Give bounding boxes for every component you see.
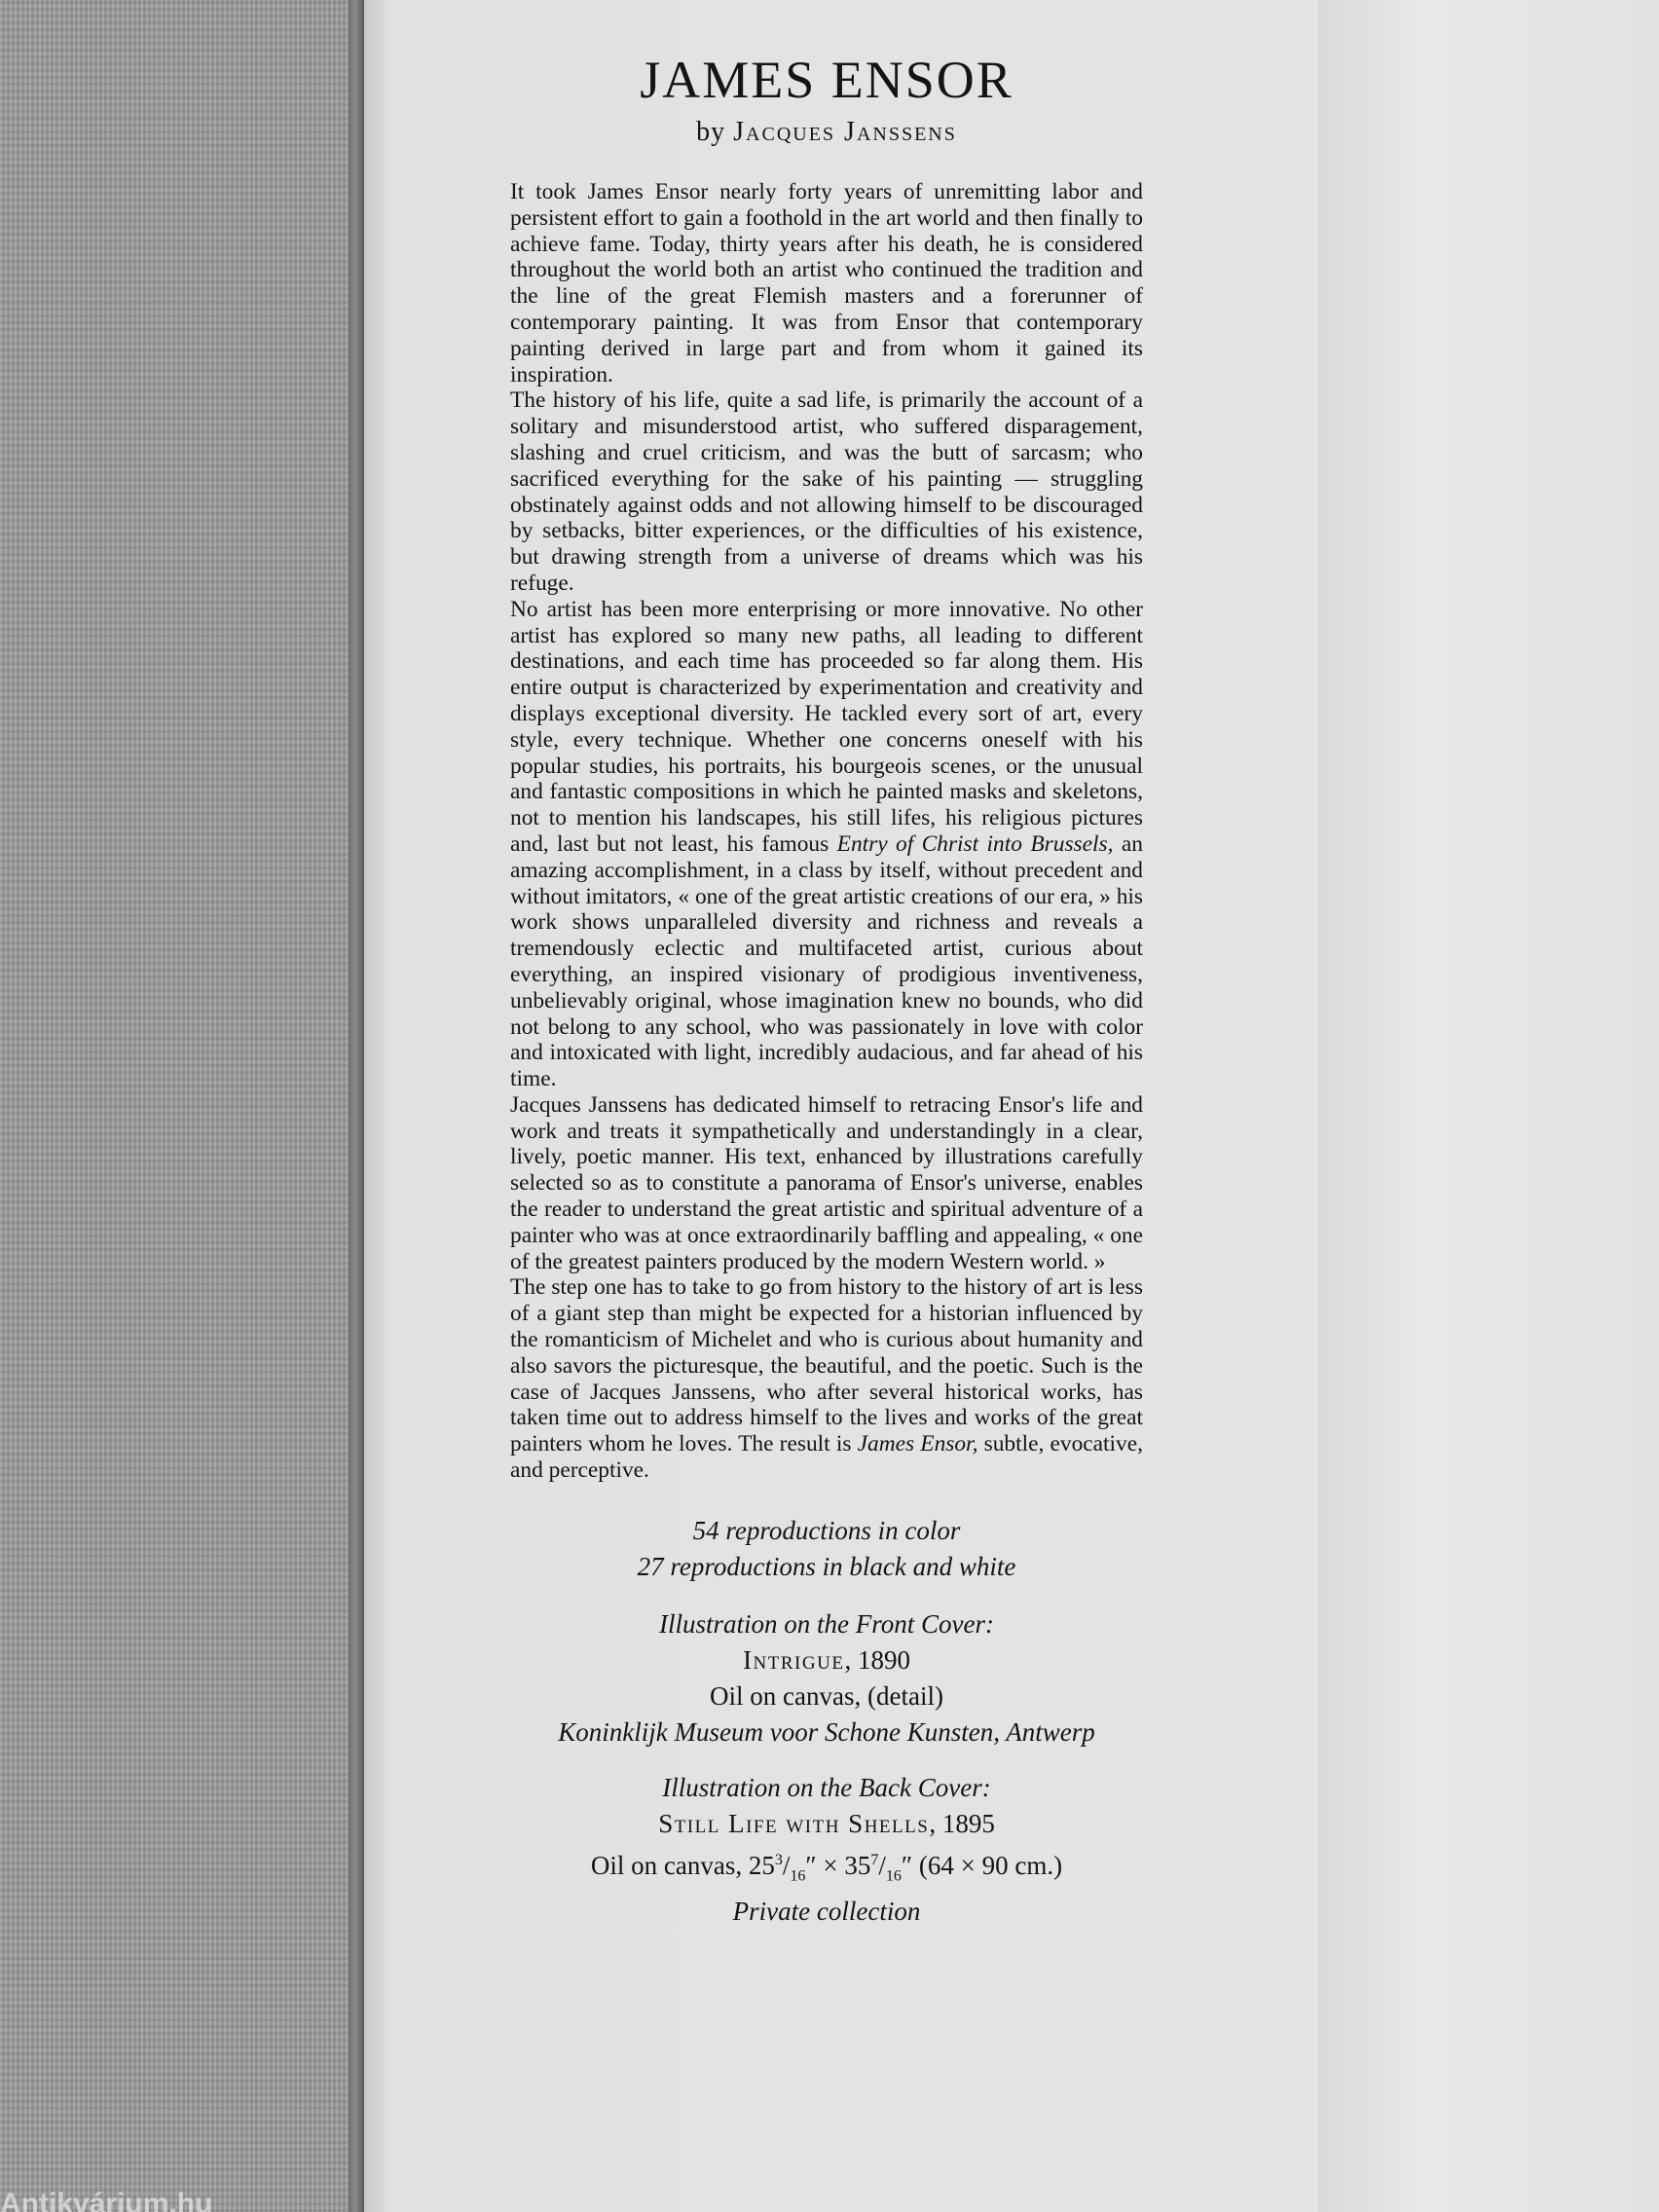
color-reproductions: 54 reproductions in color: [692, 1515, 961, 1545]
front-cover-medium: Oil on canvas, (detail): [710, 1680, 943, 1711]
front-cover-work-title: Intrigue: [743, 1644, 845, 1675]
byline: [510, 115, 1143, 150]
byline-prefix: by: [696, 117, 726, 147]
bw-reproductions: 27 reproductions in black and white: [637, 1551, 1016, 1581]
watermark: Antikvárium.hu: [0, 2188, 213, 2212]
paragraph-3: [510, 597, 1143, 1092]
front-cover-heading: Illustration on the Front Cover:: [659, 1608, 994, 1639]
paragraph-3-text-a: No artist has been more enterprising or more innovative. No other artist has explored so many new paths, all leading to different destinations, and each time has proceeded so far along them. His entire output is characterized by experimentation and creativity and displays exceptional diversity. He tackled every sort of art, every style, every technique. Whether one concerns oneself with his popular studies, his portraits, his bourgeois scenes, or the unusual and fantastic compositions in which he painted masks and skeletons, not to mention his landscapes, his still lifes, his religious pictures and, last but not least, his famous: [510, 596, 1143, 857]
paragraph-5: [510, 1274, 1143, 1483]
back-cover-size-cm: (64 × 90 cm.): [918, 1850, 1063, 1880]
paragraph-5-italic-title: James Ensor,: [857, 1431, 978, 1457]
paragraph-4-text: Jacques Janssens has dedicated himself to retracing Ensor's life and work and treats it sympathetically and understandingly in a clear, lively, poetic manner. His text, enhanced by illustrations carefully selected so as to constitute a panorama of Ensor's universe, enables the reader to understand the great artistic and spiritual adventure of a painter who was at once extraordinarily baffling and appealing, « one of the greatest painters produced by the modern Western world. »: [510, 1091, 1143, 1274]
back-cover-medium-prefix: Oil on canvas,: [590, 1850, 743, 1880]
author-name: Jacques Janssens: [733, 117, 957, 147]
reproductions-info: [510, 1513, 1143, 1585]
back-cover-width: $25^3/_{16}''$: [748, 1850, 817, 1885]
front-cover-location: Koninklijk Museum voor Schone Kunsten, Antwerp: [558, 1716, 1095, 1747]
paragraph-3-text-b: an amazing accomplishment, in a class by itself, without precedent and without imitators, « one of the great artistic creations of our era, » his work shows unparalleled diversity and richness and reveals a tremendously eclectic and multifaceted artist, curious about everything, an inspired visionary of prodigious inventiveness, unbelievably original, whose imagination knew no bounds, who did not belong to any school, who was passionately in love with color and intoxicated with light, incredibly audacious, and far ahead of his time.: [510, 830, 1143, 1092]
book-spine: [0, 0, 362, 2212]
back-cover-work: Still Life with Shells, 1895: [658, 1808, 995, 1838]
paragraph-5-text-a: The step one has to take to go from history to the history of art is less of a giant step than might be expected for a historian influenced by the romanticism of Michelet and who is curious about humanity and also savors the picturesque, the beautiful, and the poetic. Such is the case of Jacques Janssens, who after several historical works, has taken time out to address himself to the lives and works of the great painters whom he loves. The result is: [510, 1274, 1143, 1457]
paragraph-1-text: It took James Ensor nearly forty years of unremitting labor and persistent effort to gain a foothold in the art world and then finally to achieve fame. Today, thirty years after his death, he is considered throughout the world both an artist who continued the tradition and the line of the great Flemish masters and a forerunner of contemporary painting. It was from Ensor that contemporary painting derived in large part and from whom it gained its inspiration.: [510, 179, 1143, 387]
paragraph-3-italic-title: Entry of Christ into Brussels,: [836, 830, 1114, 857]
flap-text: [510, 49, 1143, 1930]
spine-edge: [349, 0, 364, 2212]
front-cover-credit: [510, 1606, 1143, 1751]
page-margin: [1318, 0, 1659, 2212]
back-cover-height: $35^7/_{16}''$: [844, 1850, 913, 1885]
front-cover-year: 1890: [857, 1644, 910, 1675]
front-cover-work: Intrigue, 1890: [743, 1644, 910, 1675]
paragraph-5-text-b: subtle, evocative, and perceptive.: [510, 1431, 1143, 1484]
body-text: [510, 179, 1143, 1484]
paragraph-2: [510, 387, 1143, 596]
paragraph-4: [510, 1092, 1143, 1275]
back-cover-year: 1895: [941, 1808, 995, 1838]
back-cover-credit: [510, 1770, 1143, 1930]
back-cover-location: Private collection: [732, 1897, 921, 1927]
back-cover-medium: Oil on canvas, $25^3/_{16}'' \times 35^7/_{16}''$ (64 × 90 cm.): [590, 1850, 1063, 1885]
page-title: JAMES ENSOR: [640, 51, 1014, 109]
paragraph-2-text: The history of his life, quite a sad life, is primarily the account of a solitary and misunderstood artist, who suffered disparagement, slashing and cruel criticism, and was the butt of sarcasm; who sacrificed everything for the sake of his painting — struggling obstinately against odds and not allowing himself to be discouraged by setbacks, bitter experiences, or the difficulties of his existence, but drawing strength from a universe of dreams which was his refuge.: [510, 387, 1143, 596]
back-cover-work-title: Still Life with Shells: [658, 1808, 930, 1838]
back-cover-heading: Illustration on the Back Cover:: [662, 1772, 991, 1802]
paragraph-1: [510, 179, 1143, 387]
